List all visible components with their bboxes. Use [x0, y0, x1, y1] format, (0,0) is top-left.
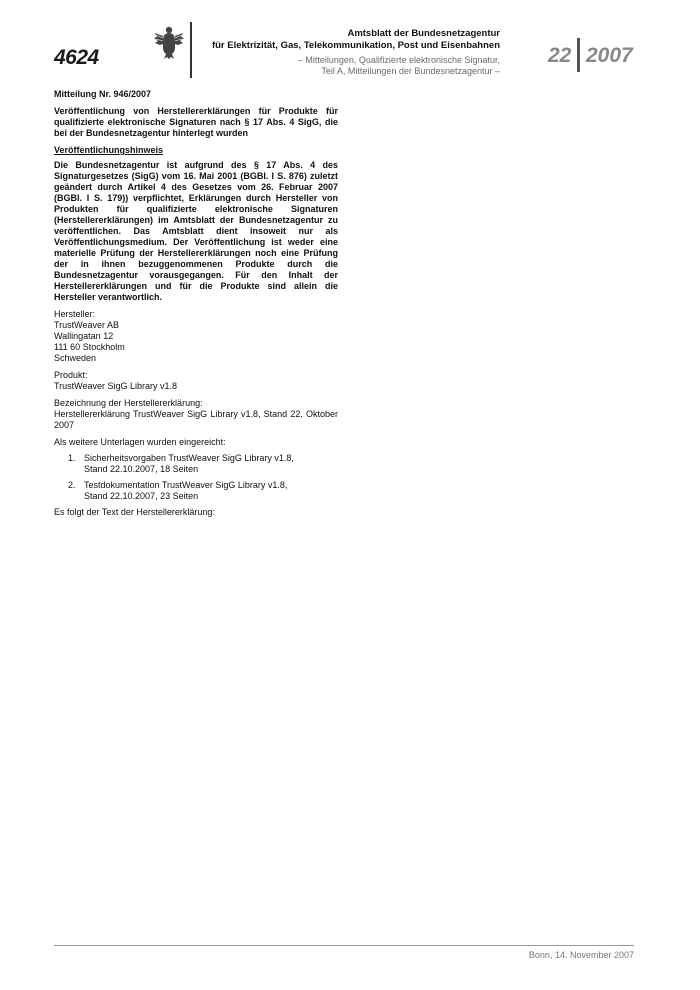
journal-subtitle	[200, 55, 500, 77]
documents-list	[54, 453, 338, 502]
product-name: TrustWeaver SigG Library v1.8	[54, 381, 178, 391]
manufacturer-line: Wallingatan 12	[54, 331, 114, 341]
journal-subtitle-line2: Teil A, Mitteilungen der Bundesnetzagentur –	[321, 66, 500, 76]
list-item-number: 1.	[68, 453, 76, 463]
journal-title-line2: für Elektrizität, Gas, Telekommunikation, Post und Eisenbahnen	[211, 40, 500, 51]
main-column	[54, 89, 338, 518]
declaration-name: Herstellererklärung TrustWeaver SigG Library v1.8, Stand 22. Oktober 2007	[54, 409, 338, 430]
footer-divider	[54, 945, 634, 946]
product-label: Produkt:	[54, 370, 88, 380]
issue-divider	[577, 38, 580, 72]
list-item-line2: Stand 22.10.2007, 18 Seiten	[84, 464, 199, 474]
list-item-text	[84, 453, 294, 475]
list-item-line2: Stand 22.10.2007, 23 Seiten	[84, 491, 199, 501]
journal-title-line1: Amtsblatt der Bundesnetzagentur	[347, 28, 500, 39]
federal-eagle-icon	[154, 24, 184, 60]
issue-year: 2007	[586, 44, 633, 67]
list-item-line1: Sicherheitsvorgaben TrustWeaver SigG Library v1.8,	[84, 453, 294, 463]
list-item-line1: Testdokumentation TrustWeaver SigG Library v1.8,	[84, 480, 288, 490]
header-block	[200, 28, 500, 77]
manufacturer-line: 111 60 Stockholm	[54, 342, 125, 352]
manufacturer-line: Schweden	[54, 353, 97, 363]
journal-subtitle-line1: – Mitteilungen, Qualifizierte elektronische Signatur,	[297, 55, 500, 65]
list-item-text	[84, 480, 287, 502]
closing-text: Es folgt der Text der Herstellererklärung:	[54, 507, 215, 517]
notice-number: Mitteilung Nr. 946/2007	[54, 89, 152, 99]
footer-place-date: Bonn, 14. November 2007	[528, 950, 634, 960]
declaration-label: Bezeichnung der Herstellererklärung:	[54, 398, 203, 408]
header-divider	[190, 22, 192, 78]
hint-heading: Veröffentlichungshinweis	[54, 145, 164, 155]
manufacturer-line: TrustWeaver AB	[54, 320, 120, 330]
list-item-number: 2.	[68, 480, 76, 490]
manufacturer-label: Hersteller:	[54, 309, 96, 319]
page-number: 4624	[54, 46, 99, 69]
hint-text: Die Bundesnetzagentur ist aufgrund des § 17 Abs. 4 des Signaturgesetzes (SigG) vom 16. Mai 2001 (BGBl. I S. 876) zuletzt geändert durch Artikel 4 des Gesetzes vom 26. Februar 2007 (BGBl. I S. 179)) verpflichtet, Erklärungen durch Hersteller von Produkten für qualifizierte elektronische Signaturen (Herstellererklärungen) im Amtsblatt der Bundesnetzagentur zu veröffentlichen. Das Amtsblatt dient insoweit nur als Veröffentlichungsmedium. Der Veröffentlichung ist weder eine materielle Prüfung der Herstellererklärungen noch eine Prüfung der in ihnen bezuggenommenen Produkte durch die Bundesnetzagentur vorausgegangen. Für den Inhalt der Herstellererklärungen und für die Produkte sind allein die Hersteller verantwortlich.	[54, 160, 338, 302]
documents-intro: Als weitere Unterlagen wurden eingereicht:	[54, 437, 226, 447]
notice-title: Veröffentlichung von Herstellererklärungen für Produkte für qualifizierte elektronische Signaturen nach § 17 Abs. 4 SigG, die bei der Bundesnetzagentur hinterlegt wurden	[54, 106, 338, 138]
list-item	[54, 480, 338, 502]
issue-number: 22	[548, 44, 572, 67]
list-item	[54, 453, 338, 475]
